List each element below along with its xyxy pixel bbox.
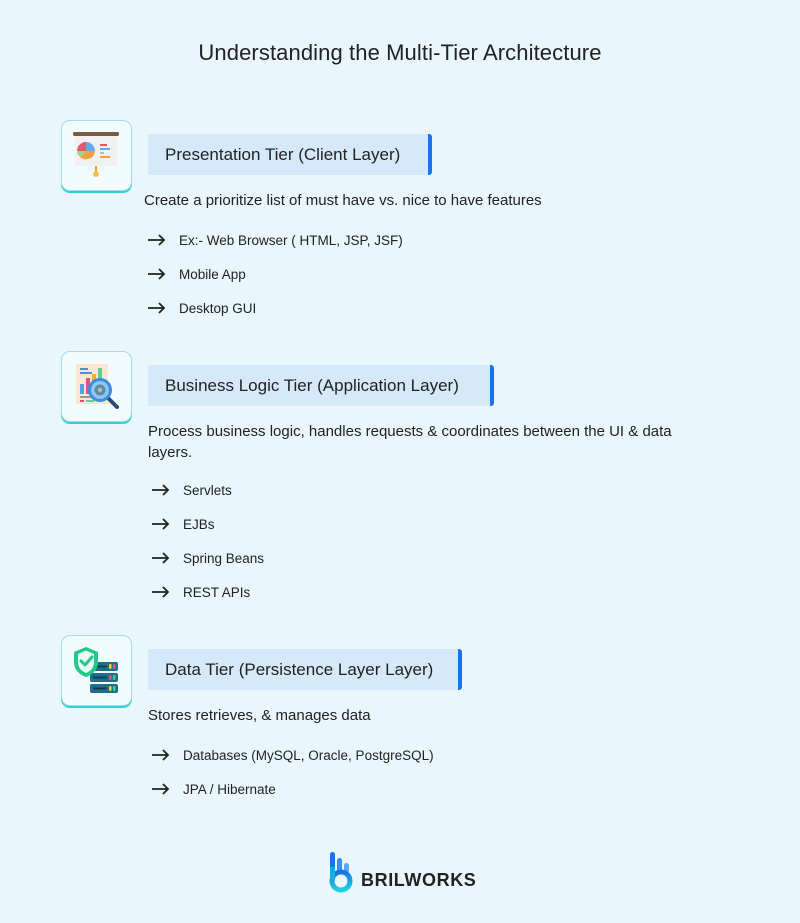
list-item: JPA / Hibernate: [151, 772, 434, 806]
arrow-right-icon: [151, 783, 183, 795]
list-item: REST APIs: [151, 575, 264, 609]
business-tier-description: Process business logic, handles requests & coordinates between the UI & data layers.: [148, 423, 672, 461]
presentation-tier-list: [147, 223, 403, 325]
list-item: Servlets: [151, 473, 264, 507]
analytics-gear-magnifier-icon: [70, 360, 122, 412]
presentation-tier-icon-box: [61, 120, 132, 191]
secure-database-server-icon: [70, 644, 122, 696]
arrow-right-icon: [151, 518, 183, 530]
business-tier-heading: Business Logic Tier (Application Layer): [148, 365, 494, 406]
presentation-board-icon: [70, 129, 122, 181]
list-item: Databases (MySQL, Oracle, PostgreSQL): [151, 738, 434, 772]
list-item: Ex:- Web Browser ( HTML, JSP, JSF): [147, 223, 403, 257]
page-title: Understanding the Multi-Tier Architecture: [198, 40, 602, 65]
data-tier-description: Stores retrieves, & manages data: [148, 707, 371, 724]
arrow-right-icon: [147, 302, 179, 314]
business-tier-list: [151, 473, 264, 609]
list-item: EJBs: [151, 507, 264, 541]
brand-name: BRILWORKS: [361, 870, 477, 890]
arrow-right-icon: [151, 749, 183, 761]
arrow-right-icon: [151, 586, 183, 598]
data-tier-heading: Data Tier (Persistence Layer Layer): [148, 649, 462, 690]
brilworks-logo-icon: [329, 851, 355, 893]
presentation-tier-heading: Presentation Tier (Client Layer): [148, 134, 432, 175]
arrow-right-icon: [147, 234, 179, 246]
presentation-tier-description: Create a prioritize list of must have vs. nice to have features: [144, 192, 542, 209]
brand-logo: [329, 851, 476, 893]
list-item: Desktop GUI: [147, 291, 403, 325]
business-tier-icon-box: [61, 351, 132, 422]
list-item: Mobile App: [147, 257, 403, 291]
arrow-right-icon: [151, 484, 183, 496]
arrow-right-icon: [151, 552, 183, 564]
list-item: Spring Beans: [151, 541, 264, 575]
arrow-right-icon: [147, 268, 179, 280]
data-tier-icon-box: [61, 635, 132, 706]
data-tier-list: [151, 738, 434, 806]
